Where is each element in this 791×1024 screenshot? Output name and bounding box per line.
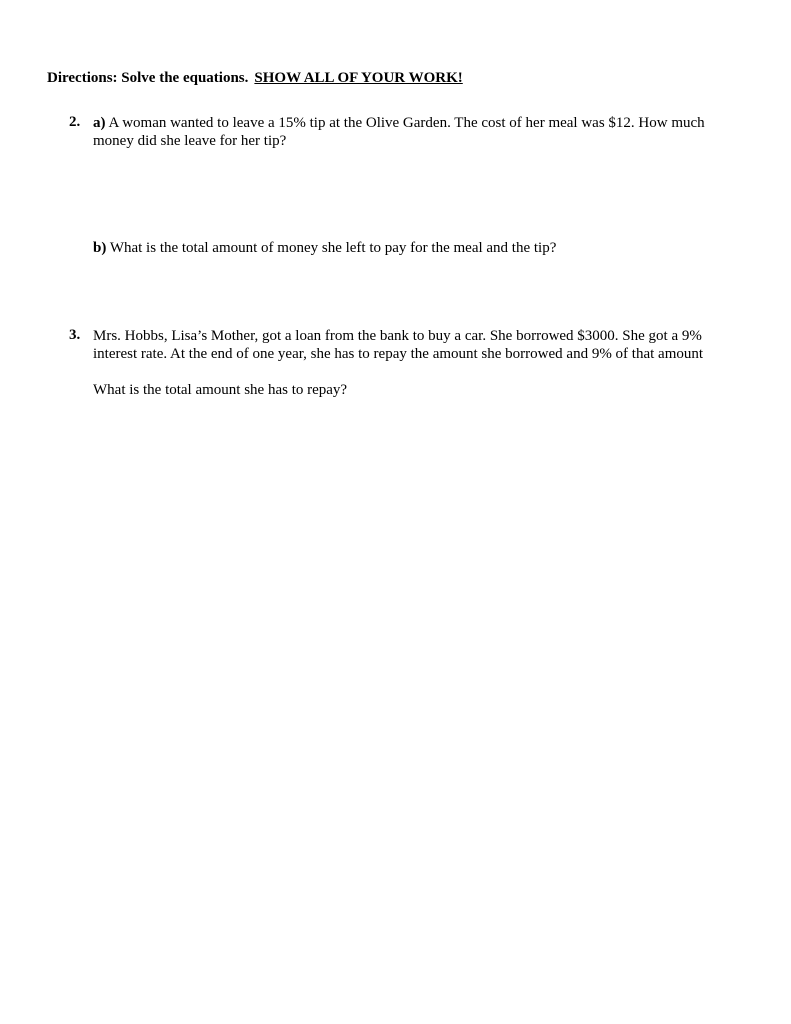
question-2b [93, 239, 743, 257]
question-2b-label: b) [93, 240, 107, 256]
question-3-number: 3. [69, 327, 81, 343]
directions-line [47, 70, 463, 87]
question-2a-label: a) [93, 115, 106, 131]
directions-emphasis: SHOW ALL OF YOUR WORK! [254, 70, 463, 86]
directions-label: Directions: Solve the equations. [47, 70, 249, 86]
question-2a-text: A woman wanted to leave a 15% tip at the Olive Garden. The cost of her meal was $12. How much money did she leave for her tip? [93, 115, 705, 149]
question-2-number: 2. [69, 114, 81, 130]
question-2b-text: What is the total amount of money she left to pay for the meal and the tip? [109, 240, 557, 256]
question-2a [93, 114, 743, 150]
question-3-followup: What is the total amount she has to repay? [93, 382, 348, 398]
question-3-text: Mrs. Hobbs, Lisa’s Mother, got a loan from the bank to buy a car. She borrowed $3000. She got a 9% interest rate. At the end of one year, she has to repay the amount she borrowed and 9% of that amount [93, 328, 704, 362]
